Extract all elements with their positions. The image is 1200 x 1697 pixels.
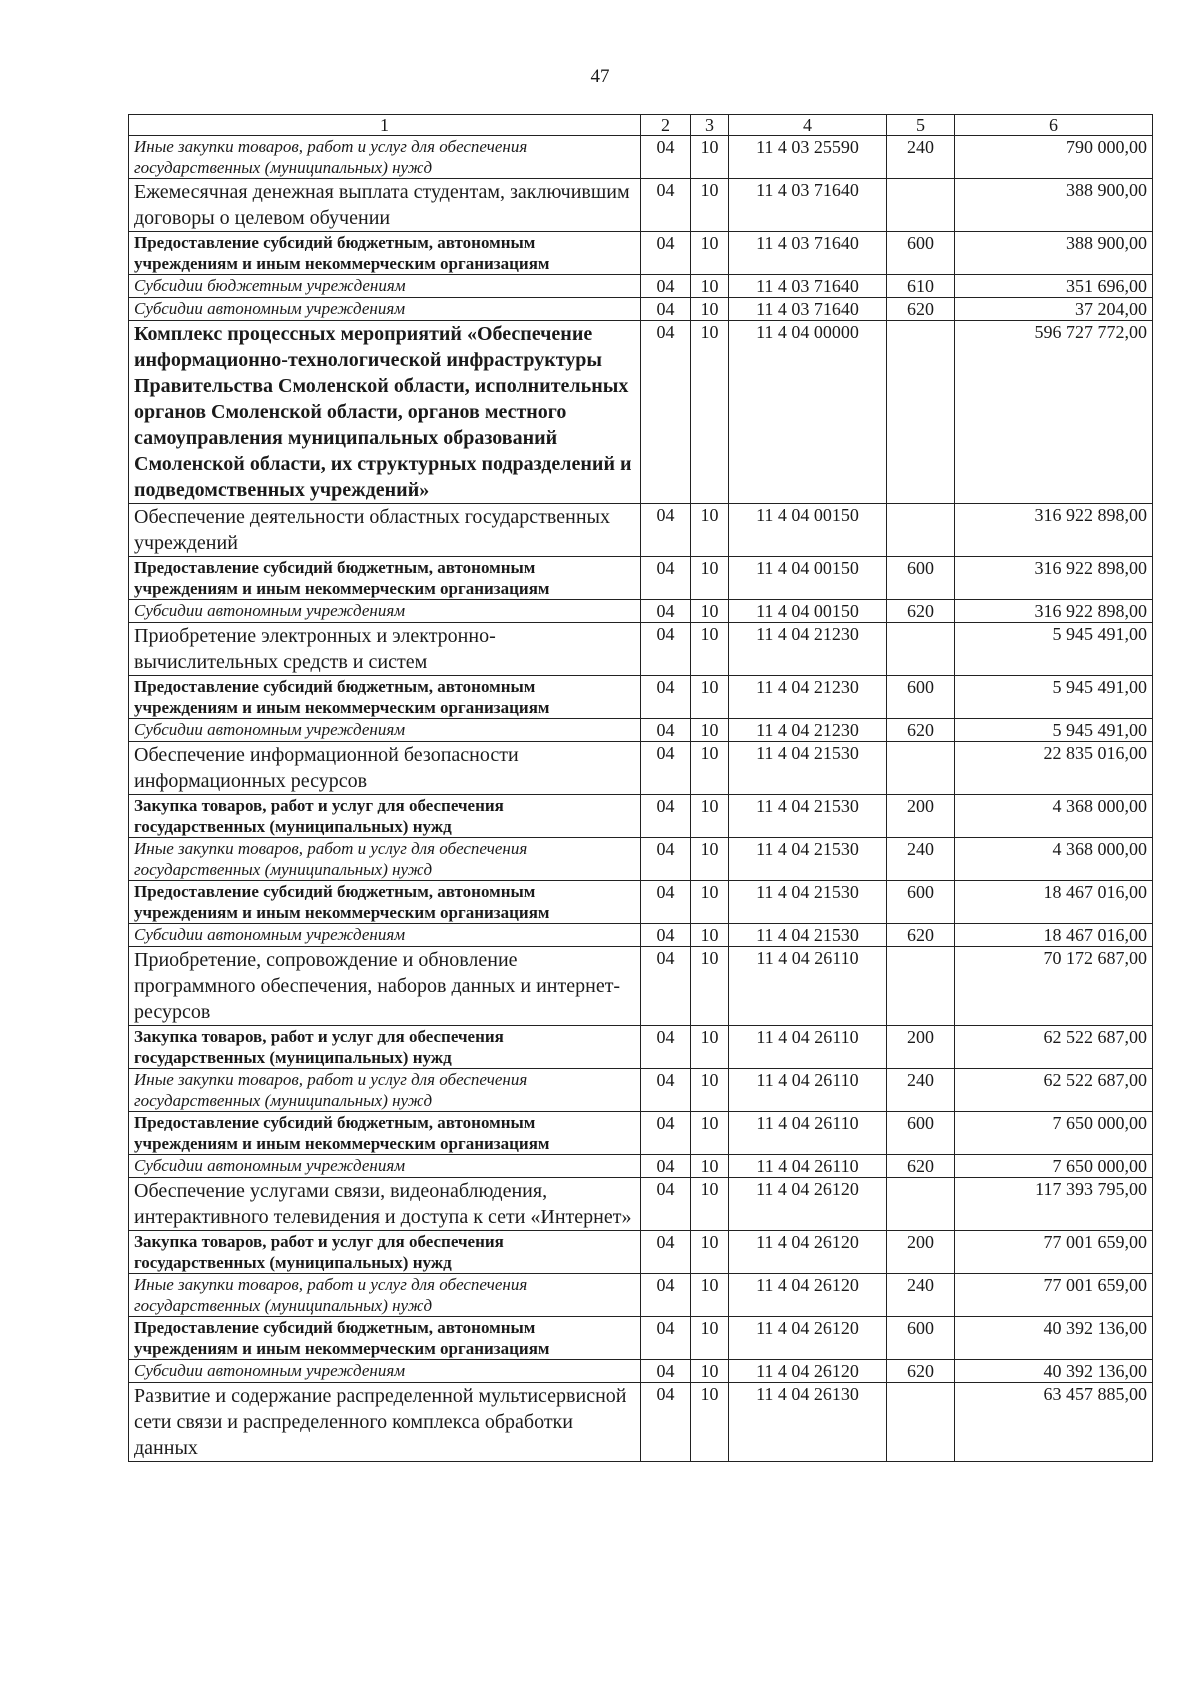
row-code-cell: 11 4 04 26120: [729, 1317, 887, 1360]
row-code-cell: 11 4 04 26110: [729, 1112, 887, 1155]
row-amount-cell: 18 467 016,00: [955, 924, 1153, 947]
row-subsection-cell: 10: [691, 947, 729, 1026]
row-amount-cell: 7 650 000,00: [955, 1155, 1153, 1178]
row-subsection-cell: 10: [691, 881, 729, 924]
row-section-cell: 04: [641, 881, 691, 924]
row-name-cell: Предоставление субсидий бюджетным, автономным учреждениям и иным некоммерческим организациям: [129, 1112, 641, 1155]
row-name-cell: Субсидии автономным учреждениям: [129, 600, 641, 623]
row-subsection-cell: 10: [691, 838, 729, 881]
table-row: [129, 321, 1153, 504]
row-subsection-cell: 10: [691, 1317, 729, 1360]
row-subsection-cell: 10: [691, 795, 729, 838]
table-row: [129, 623, 1153, 676]
row-code-cell: 11 4 04 21530: [729, 881, 887, 924]
row-type-cell: 600: [887, 1317, 955, 1360]
table-row: [129, 1069, 1153, 1112]
row-name-cell: Предоставление субсидий бюджетным, автономным учреждениям и иным некоммерческим организациям: [129, 881, 641, 924]
table-row: [129, 1274, 1153, 1317]
row-type-cell: 600: [887, 1112, 955, 1155]
row-name-cell: Субсидии автономным учреждениям: [129, 298, 641, 321]
row-subsection-cell: 10: [691, 298, 729, 321]
row-type-cell: 620: [887, 719, 955, 742]
row-type-cell: 240: [887, 1274, 955, 1317]
row-code-cell: 11 4 04 26120: [729, 1360, 887, 1383]
row-amount-cell: 18 467 016,00: [955, 881, 1153, 924]
row-type-cell: 620: [887, 298, 955, 321]
row-section-cell: 04: [641, 600, 691, 623]
row-section-cell: 04: [641, 676, 691, 719]
row-subsection-cell: 10: [691, 136, 729, 179]
row-name-cell: Иные закупки товаров, работ и услуг для обеспечения государственных (муниципальных) нужд: [129, 1274, 641, 1317]
row-amount-cell: 596 727 772,00: [955, 321, 1153, 504]
row-section-cell: 04: [641, 924, 691, 947]
row-subsection-cell: 10: [691, 600, 729, 623]
row-subsection-cell: 10: [691, 1178, 729, 1231]
row-section-cell: 04: [641, 136, 691, 179]
row-name-cell: Субсидии автономным учреждениям: [129, 1155, 641, 1178]
row-type-cell: 620: [887, 1155, 955, 1178]
row-type-cell: 200: [887, 795, 955, 838]
row-name-cell: Обеспечение деятельности областных государственных учреждений: [129, 504, 641, 557]
row-subsection-cell: 10: [691, 1112, 729, 1155]
row-section-cell: 04: [641, 795, 691, 838]
row-name-cell: Закупка товаров, работ и услуг для обеспечения государственных (муниципальных) нужд: [129, 1026, 641, 1069]
row-name-cell: Субсидии бюджетным учреждениям: [129, 275, 641, 298]
row-code-cell: 11 4 03 71640: [729, 298, 887, 321]
row-section-cell: 04: [641, 947, 691, 1026]
row-subsection-cell: 10: [691, 676, 729, 719]
row-code-cell: 11 4 04 00150: [729, 557, 887, 600]
row-name-cell: Обеспечение услугами связи, видеонаблюдения, интерактивного телевидения и доступа к сети «Интернет»: [129, 1178, 641, 1231]
row-code-cell: 11 4 04 26120: [729, 1178, 887, 1231]
row-code-cell: 11 4 03 25590: [729, 136, 887, 179]
row-code-cell: 11 4 04 00000: [729, 321, 887, 504]
row-subsection-cell: 10: [691, 179, 729, 232]
budget-table: [128, 114, 1153, 1462]
row-subsection-cell: 10: [691, 504, 729, 557]
row-name-cell: Иные закупки товаров, работ и услуг для обеспечения государственных (муниципальных) нужд: [129, 1069, 641, 1112]
row-type-cell: 610: [887, 275, 955, 298]
row-section-cell: 04: [641, 1274, 691, 1317]
row-name-cell: Закупка товаров, работ и услуг для обеспечения государственных (муниципальных) нужд: [129, 1231, 641, 1274]
row-amount-cell: 40 392 136,00: [955, 1360, 1153, 1383]
row-name-cell: Предоставление субсидий бюджетным, автономным учреждениям и иным некоммерческим организациям: [129, 232, 641, 275]
row-name-cell: Субсидии автономным учреждениям: [129, 924, 641, 947]
row-type-cell: 240: [887, 1069, 955, 1112]
row-name-cell: Предоставление субсидий бюджетным, автономным учреждениям и иным некоммерческим организациям: [129, 1317, 641, 1360]
table-row: [129, 504, 1153, 557]
row-section-cell: 04: [641, 1231, 691, 1274]
row-amount-cell: 37 204,00: [955, 298, 1153, 321]
row-subsection-cell: 10: [691, 1360, 729, 1383]
row-amount-cell: 5 945 491,00: [955, 719, 1153, 742]
table-row: [129, 719, 1153, 742]
row-section-cell: 04: [641, 1112, 691, 1155]
table-row: [129, 1317, 1153, 1360]
table-body: [129, 136, 1153, 1462]
table-row: [129, 232, 1153, 275]
row-amount-cell: 62 522 687,00: [955, 1026, 1153, 1069]
row-amount-cell: 316 922 898,00: [955, 600, 1153, 623]
row-section-cell: 04: [641, 719, 691, 742]
table-row: [129, 676, 1153, 719]
table-header-row: [129, 115, 1153, 136]
row-code-cell: 11 4 03 71640: [729, 232, 887, 275]
row-section-cell: 04: [641, 298, 691, 321]
table-row: [129, 924, 1153, 947]
table-row: [129, 742, 1153, 795]
row-amount-cell: 5 945 491,00: [955, 623, 1153, 676]
table-row: [129, 1112, 1153, 1155]
row-code-cell: 11 4 04 21530: [729, 924, 887, 947]
row-amount-cell: 62 522 687,00: [955, 1069, 1153, 1112]
row-subsection-cell: 10: [691, 1231, 729, 1274]
row-amount-cell: 77 001 659,00: [955, 1274, 1153, 1317]
row-type-cell: [887, 504, 955, 557]
row-subsection-cell: 10: [691, 1026, 729, 1069]
row-type-cell: 620: [887, 924, 955, 947]
row-subsection-cell: 10: [691, 742, 729, 795]
row-name-cell: Иные закупки товаров, работ и услуг для обеспечения государственных (муниципальных) нужд: [129, 838, 641, 881]
row-type-cell: 240: [887, 838, 955, 881]
row-section-cell: 04: [641, 1383, 691, 1462]
table-row: [129, 1231, 1153, 1274]
row-name-cell: Иные закупки товаров, работ и услуг для обеспечения государственных (муниципальных) нужд: [129, 136, 641, 179]
row-amount-cell: 70 172 687,00: [955, 947, 1153, 1026]
row-section-cell: 04: [641, 742, 691, 795]
column-header-5: 5: [887, 115, 955, 136]
row-subsection-cell: 10: [691, 275, 729, 298]
column-header-6: 6: [955, 115, 1153, 136]
row-section-cell: 04: [641, 504, 691, 557]
row-code-cell: 11 4 04 00150: [729, 504, 887, 557]
row-section-cell: 04: [641, 1317, 691, 1360]
row-type-cell: 600: [887, 232, 955, 275]
row-section-cell: 04: [641, 1360, 691, 1383]
row-type-cell: [887, 947, 955, 1026]
row-section-cell: 04: [641, 1178, 691, 1231]
row-amount-cell: 40 392 136,00: [955, 1317, 1153, 1360]
row-type-cell: [887, 742, 955, 795]
row-amount-cell: 4 368 000,00: [955, 838, 1153, 881]
row-amount-cell: 388 900,00: [955, 179, 1153, 232]
table-row: [129, 881, 1153, 924]
row-name-cell: Приобретение электронных и электронно-вычислительных средств и систем: [129, 623, 641, 676]
row-type-cell: 620: [887, 1360, 955, 1383]
row-amount-cell: 351 696,00: [955, 275, 1153, 298]
row-amount-cell: 316 922 898,00: [955, 557, 1153, 600]
row-type-cell: 600: [887, 881, 955, 924]
row-name-cell: Предоставление субсидий бюджетным, автономным учреждениям и иным некоммерческим организациям: [129, 676, 641, 719]
page-number: 47: [590, 66, 610, 87]
row-code-cell: 11 4 04 21230: [729, 623, 887, 676]
row-code-cell: 11 4 03 71640: [729, 275, 887, 298]
row-subsection-cell: 10: [691, 232, 729, 275]
row-section-cell: 04: [641, 275, 691, 298]
table-row: [129, 600, 1153, 623]
row-section-cell: 04: [641, 557, 691, 600]
row-section-cell: 04: [641, 1069, 691, 1112]
row-type-cell: [887, 1178, 955, 1231]
row-amount-cell: 7 650 000,00: [955, 1112, 1153, 1155]
row-code-cell: 11 4 04 26110: [729, 947, 887, 1026]
row-section-cell: 04: [641, 1155, 691, 1178]
row-amount-cell: 22 835 016,00: [955, 742, 1153, 795]
row-amount-cell: 4 368 000,00: [955, 795, 1153, 838]
row-amount-cell: 117 393 795,00: [955, 1178, 1153, 1231]
table-row: [129, 1178, 1153, 1231]
row-section-cell: 04: [641, 232, 691, 275]
row-name-cell: Приобретение, сопровождение и обновление программного обеспечения, наборов данных и интернет-ресурсов: [129, 947, 641, 1026]
row-name-cell: Обеспечение информационной безопасности информационных ресурсов: [129, 742, 641, 795]
table-row: [129, 179, 1153, 232]
row-section-cell: 04: [641, 321, 691, 504]
row-subsection-cell: 10: [691, 557, 729, 600]
row-code-cell: 11 4 04 21530: [729, 795, 887, 838]
row-subsection-cell: 10: [691, 1069, 729, 1112]
row-name-cell: Закупка товаров, работ и услуг для обеспечения государственных (муниципальных) нужд: [129, 795, 641, 838]
column-header-1: 1: [129, 115, 641, 136]
row-type-cell: 200: [887, 1231, 955, 1274]
row-type-cell: [887, 1383, 955, 1462]
row-name-cell: Комплекс процессных мероприятий «Обеспечение информационно-технологической инфраструктуры Правительства Смоленской области, исполнительных органов Смоленской области, органов местного самоуправления муниципальных образований Смоленской области, их структурных подразделений и подведомственных учреждений»: [129, 321, 641, 504]
row-type-cell: 600: [887, 676, 955, 719]
row-section-cell: 04: [641, 838, 691, 881]
row-amount-cell: 388 900,00: [955, 232, 1153, 275]
row-amount-cell: 63 457 885,00: [955, 1383, 1153, 1462]
row-code-cell: 11 4 04 21530: [729, 742, 887, 795]
row-code-cell: 11 4 03 71640: [729, 179, 887, 232]
row-code-cell: 11 4 04 26110: [729, 1069, 887, 1112]
row-subsection-cell: 10: [691, 1155, 729, 1178]
row-subsection-cell: 10: [691, 924, 729, 947]
row-name-cell: Развитие и содержание распределенной мультисервисной сети связи и распределенного комплекса обработки данных: [129, 1383, 641, 1462]
table-row: [129, 275, 1153, 298]
row-type-cell: 620: [887, 600, 955, 623]
table-row: [129, 1155, 1153, 1178]
row-section-cell: 04: [641, 179, 691, 232]
row-subsection-cell: 10: [691, 1274, 729, 1317]
column-header-2: 2: [641, 115, 691, 136]
row-type-cell: [887, 623, 955, 676]
row-subsection-cell: 10: [691, 321, 729, 504]
table-row: [129, 1026, 1153, 1069]
row-subsection-cell: 10: [691, 623, 729, 676]
row-section-cell: 04: [641, 623, 691, 676]
row-section-cell: 04: [641, 1026, 691, 1069]
table-row: [129, 795, 1153, 838]
row-type-cell: 200: [887, 1026, 955, 1069]
row-type-cell: 600: [887, 557, 955, 600]
row-code-cell: 11 4 04 21230: [729, 719, 887, 742]
row-type-cell: [887, 179, 955, 232]
row-code-cell: 11 4 04 00150: [729, 600, 887, 623]
row-subsection-cell: 10: [691, 1383, 729, 1462]
row-code-cell: 11 4 04 21230: [729, 676, 887, 719]
row-amount-cell: 316 922 898,00: [955, 504, 1153, 557]
row-code-cell: 11 4 04 26120: [729, 1274, 887, 1317]
table-row: [129, 838, 1153, 881]
row-amount-cell: 790 000,00: [955, 136, 1153, 179]
row-code-cell: 11 4 04 26110: [729, 1155, 887, 1178]
row-amount-cell: 5 945 491,00: [955, 676, 1153, 719]
table-row: [129, 1360, 1153, 1383]
row-amount-cell: 77 001 659,00: [955, 1231, 1153, 1274]
table-row: [129, 298, 1153, 321]
row-code-cell: 11 4 04 21530: [729, 838, 887, 881]
row-name-cell: Ежемесячная денежная выплата студентам, заключившим договоры о целевом обучении: [129, 179, 641, 232]
row-code-cell: 11 4 04 26110: [729, 1026, 887, 1069]
row-subsection-cell: 10: [691, 719, 729, 742]
table-row: [129, 1383, 1153, 1462]
column-header-4: 4: [729, 115, 887, 136]
table-row: [129, 557, 1153, 600]
row-name-cell: Субсидии автономным учреждениям: [129, 1360, 641, 1383]
row-type-cell: 240: [887, 136, 955, 179]
row-type-cell: [887, 321, 955, 504]
column-header-3: 3: [691, 115, 729, 136]
row-name-cell: Предоставление субсидий бюджетным, автономным учреждениям и иным некоммерческим организациям: [129, 557, 641, 600]
row-code-cell: 11 4 04 26130: [729, 1383, 887, 1462]
table-row: [129, 947, 1153, 1026]
table-row: [129, 136, 1153, 179]
row-code-cell: 11 4 04 26120: [729, 1231, 887, 1274]
row-name-cell: Субсидии автономным учреждениям: [129, 719, 641, 742]
